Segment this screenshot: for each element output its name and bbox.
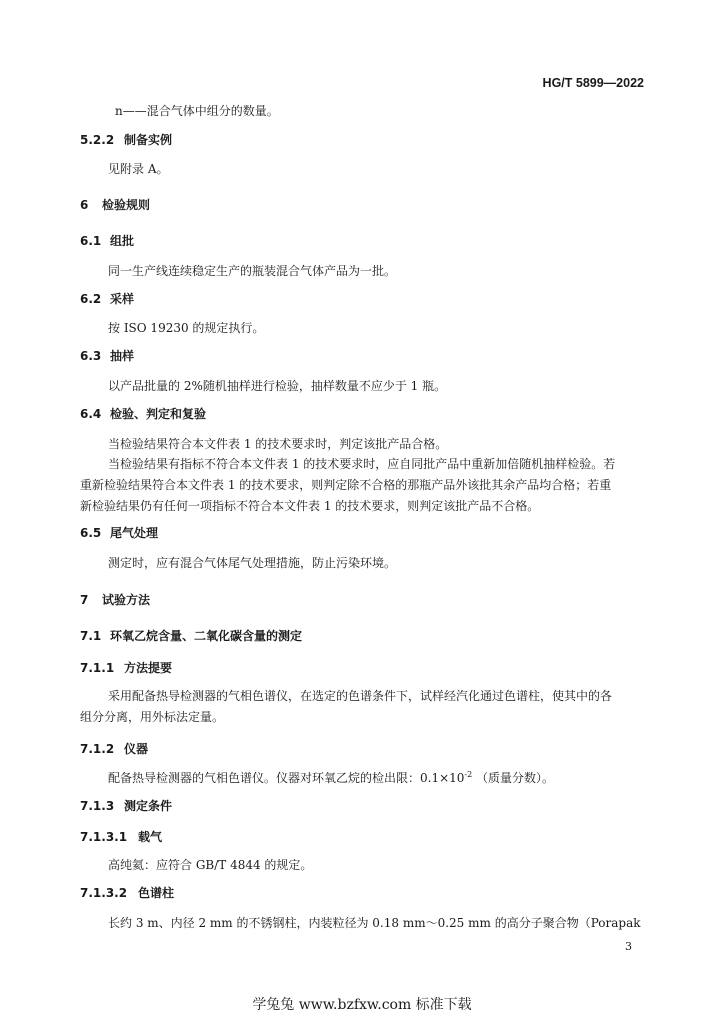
page-number: 3 [625,940,632,953]
heading-7-1-3-1: 7.1.3.1 载气 [80,830,163,844]
variable-definition-n: n——混合气体中组分的数量。 [115,104,279,118]
footer-watermark-text: 学兔兔 www.bzfxw.com 标准下载 [252,997,472,1013]
body-6-4-para1: 当检验结果符合本文件表 1 的技术要求时，判定该批产品合格。 [108,437,448,451]
heading-6-1: 6.1 组批 [80,234,135,248]
heading-7-1: 7.1 环氧乙烷含量、二氧化碳含量的测定 [80,629,303,643]
body-6-5: 测定时，应有混合气体尾气处理措施，防止污染环境。 [108,556,397,570]
body-6-4-para2: 当检验结果有指标不符合本文件表 1 的技术要求时，应自同批产品中重新加倍随机抽样检验。若重新检验结果符合本文件表 1 的技术要求，则判定除不合格的那瓶产品外该批其余产品均合格；若重新检验结果仍有任何一项指标不符合本文件表 1 的技术要求，则判定该批产品不合格。 [80,457,616,513]
heading-6-4: 6.4 检验、判定和复验 [80,407,207,421]
heading-5-2-2: 5.2.2 制备实例 [80,133,173,147]
document-code-header: HG/T 5899—2022 [542,76,644,90]
body-7-1-2: 配备热导检测器的气相色谱仪。仪器对环氧乙烷的检出限：$0.1\times 10^{-2}$ （质量分数）。 [108,770,555,785]
body-6-1: 同一生产线连续稳定生产的瓶装混合气体产品为一批。 [108,264,397,278]
body-7-1-1: 采用配备热导检测器的气相色谱仪，在选定的色谱条件下，试样经汽化通过色谱柱，使其中的各组分分离，用外标法定量。 [80,689,613,724]
body-7-1-3-2: 长约 3 m、内径 2 mm 的不锈钢柱，内装粒径为 0.18 mm～0.25 mm 的高分子聚合物（Porapak [108,916,641,930]
heading-6-2: 6.2 采样 [80,292,135,306]
heading-7: 7 试验方法 [80,593,151,607]
heading-6: 6 检验规则 [80,198,151,212]
heading-7-1-3: 7.1.3 测定条件 [80,799,173,813]
heading-7-1-3-2: 7.1.3.2 色谱柱 [80,886,175,900]
body-6-3: 以产品批量的 2%随机抽样进行检验，抽样数量不应少于 1 瓶。 [108,379,447,393]
body-6-2: 按 ISO 19230 的规定执行。 [108,321,265,335]
body-7-1-3-1: 高纯氦：应符合 GB/T 4844 的规定。 [108,858,313,872]
body-5-2-2: 见附录 A。 [108,162,169,176]
heading-7-1-1: 7.1.1 方法提要 [80,661,173,675]
heading-7-1-2: 7.1.2 仪器 [80,742,149,756]
heading-6-5: 6.5 尾气处理 [80,526,159,540]
heading-6-3: 6.3 抽样 [80,349,135,363]
